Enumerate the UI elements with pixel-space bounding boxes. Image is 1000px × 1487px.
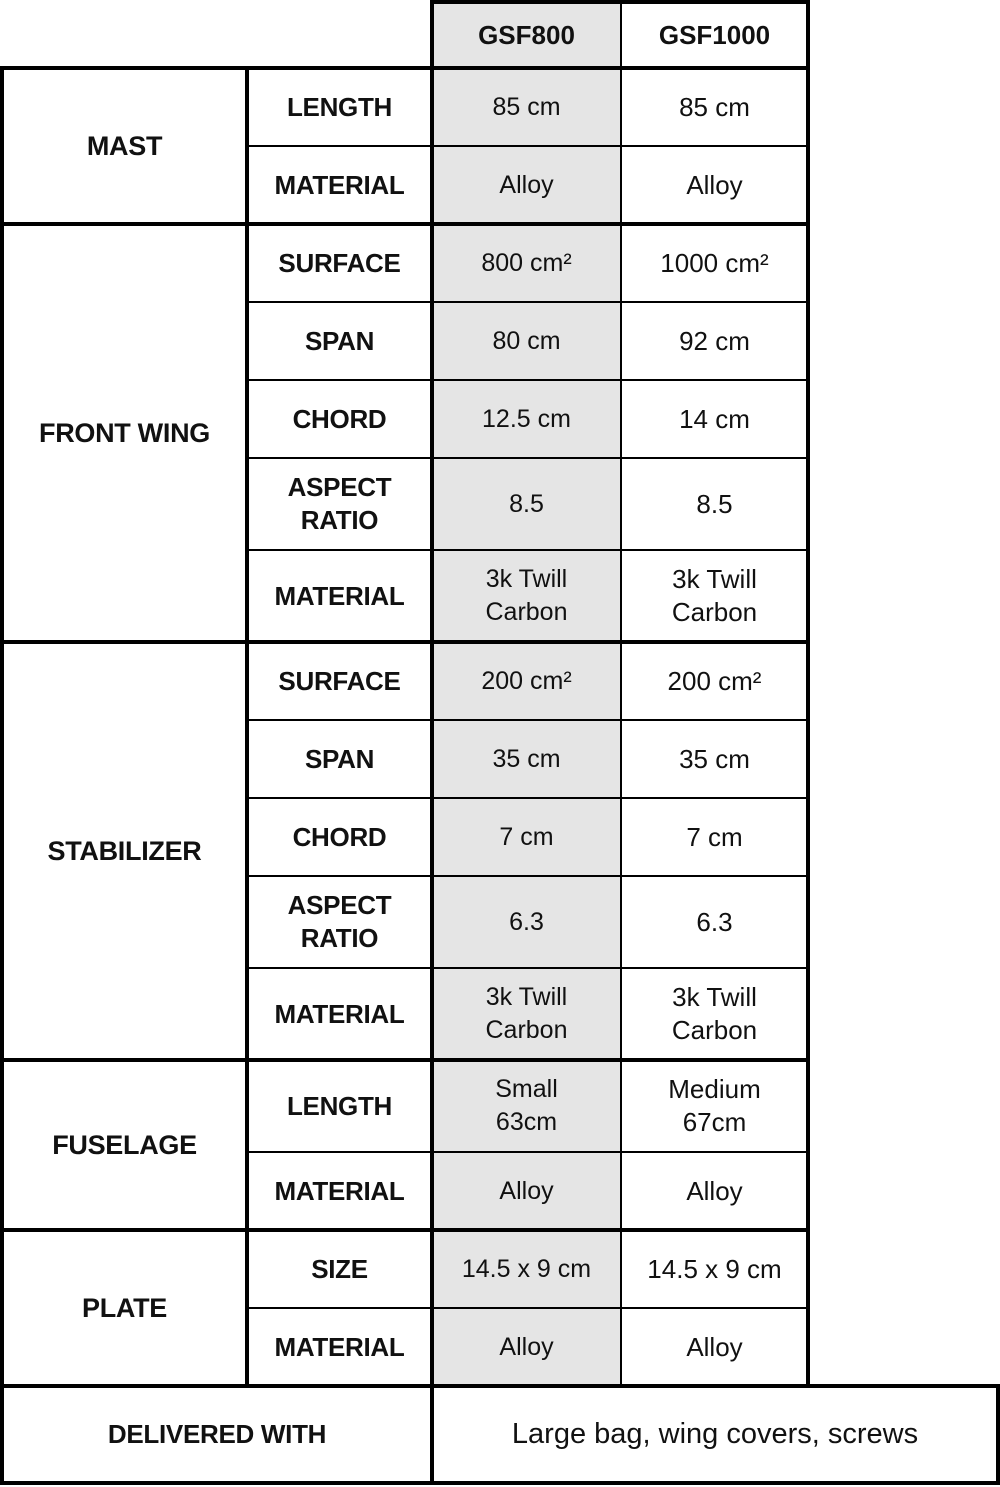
value-gsf1000: 8.5 [696,488,733,519]
row-label: LENGTH [286,1090,393,1121]
row-label: MATERIAL [274,1331,405,1362]
row-divider [247,301,808,303]
row-label: CHORD [292,403,387,434]
row-divider [0,1228,810,1232]
row-label: LENGTH [286,91,393,122]
value-gsf800: 7 cm [432,798,621,876]
row-label: MATERIAL [274,1175,405,1206]
row-label: ASPECT RATIO [287,890,392,953]
row-divider [0,222,810,226]
value-gsf800: 14.5 x 9 cm [432,1230,621,1308]
row-divider [247,1151,808,1153]
group-label: MAST [86,130,163,161]
row-divider [247,145,808,147]
value-gsf1000: 35 cm [679,743,750,774]
value-gsf1000: 85 cm [679,91,750,122]
value-gsf1000: 6.3 [696,906,733,937]
row-label: SURFACE [278,665,401,696]
delivered-value: Large bag, wing covers, screws [511,1418,919,1450]
row-divider [247,797,808,799]
column-divider [996,1384,1000,1481]
row-label: MATERIAL [274,169,405,200]
value-gsf800: 8.5 [432,458,621,550]
column-header-gsf1000: GSF1000 [658,19,771,50]
row-divider [247,1307,808,1309]
column-header-gsf800: GSF800 [432,2,621,68]
delivered-label: DELIVERED WITH [107,1419,327,1449]
group-label: STABILIZER [47,835,202,866]
value-gsf800: 6.3 [432,876,621,968]
value-gsf800: 3k Twill Carbon [432,550,621,642]
value-gsf1000: Alloy [686,1331,743,1362]
group-label: FUSELAGE [52,1129,197,1160]
row-divider [247,875,808,877]
value-gsf1000: Medium 67cm [668,1074,761,1137]
row-divider [247,457,808,459]
row-label: CHORD [292,821,387,852]
row-divider [0,1058,810,1062]
value-gsf800: 800 cm² [432,224,621,302]
value-gsf800: Small 63cm [432,1060,621,1152]
row-divider [0,640,810,644]
row-divider [247,719,808,721]
row-label: SIZE [311,1253,368,1284]
value-gsf800: 35 cm [432,720,621,798]
column-divider [0,66,4,1483]
value-gsf800: 200 cm² [432,642,621,720]
column-divider [806,0,810,1388]
value-gsf800: 12.5 cm [432,380,621,458]
row-label: MATERIAL [274,580,405,611]
value-gsf1000: 7 cm [686,821,743,852]
row-divider [0,1481,1000,1485]
column-divider [245,66,249,1386]
row-divider [247,967,808,969]
value-gsf1000: 92 cm [679,325,750,356]
group-label: PLATE [82,1292,167,1323]
value-gsf800: 80 cm [432,302,621,380]
column-divider [620,0,622,1386]
value-gsf1000: Alloy [686,169,743,200]
value-gsf1000: 3k Twill Carbon [671,564,758,627]
value-gsf800: Alloy [432,146,621,224]
value-gsf1000: 14.5 x 9 cm [647,1253,782,1284]
value-gsf1000: 3k Twill Carbon [671,982,758,1045]
value-gsf800: 3k Twill Carbon [432,968,621,1060]
row-divider [247,379,808,381]
row-label: SPAN [304,743,375,774]
value-gsf800: Alloy [432,1152,621,1230]
row-divider [0,66,810,70]
row-label: ASPECT RATIO [287,472,392,535]
value-gsf1000: 14 cm [679,403,750,434]
value-gsf1000: Alloy [686,1175,743,1206]
value-gsf1000: 200 cm² [667,665,762,696]
value-gsf800: Alloy [432,1308,621,1386]
row-divider [247,549,808,551]
value-gsf1000: 1000 cm² [660,247,769,278]
row-label: SURFACE [278,247,401,278]
row-label: SPAN [304,325,375,356]
value-gsf800: 85 cm [432,68,621,146]
row-label: MATERIAL [274,998,405,1029]
column-divider [430,0,434,1483]
group-label: FRONT WING [39,417,210,448]
